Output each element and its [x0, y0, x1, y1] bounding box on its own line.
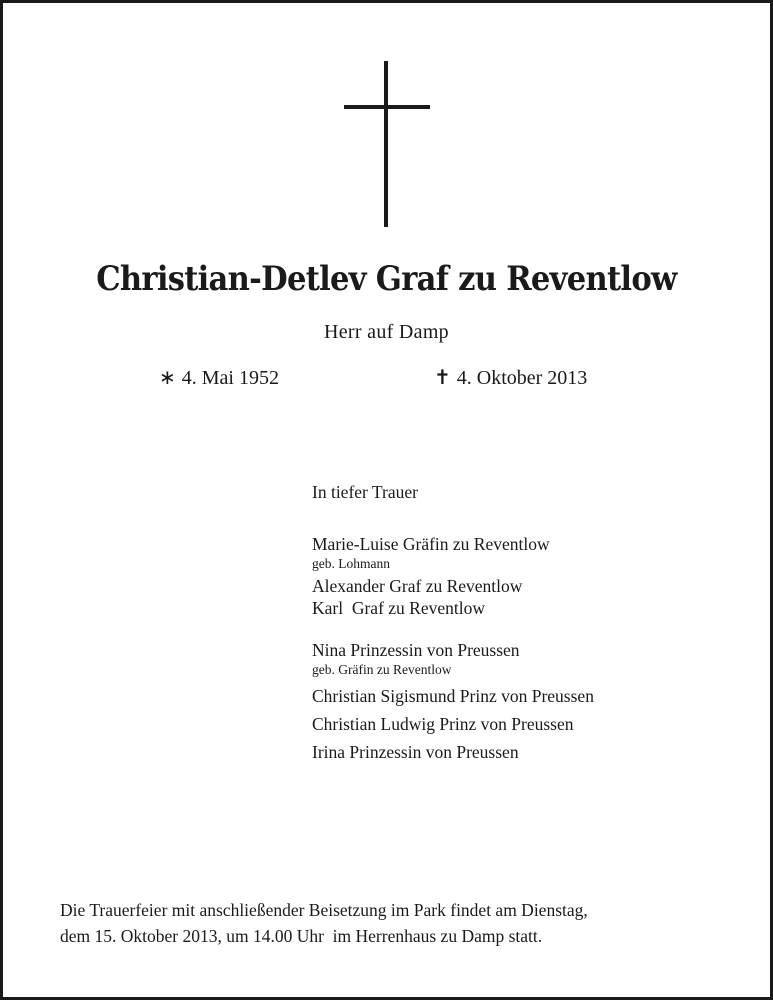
mourner-name: Karl Graf zu Reventlow: [312, 598, 485, 618]
funeral-service-info: [60, 897, 740, 949]
mourner-name: Irina Prinzessin von Preussen: [312, 742, 519, 762]
deceased-name: Christian-Detlev Graf zu Reventlow: [96, 259, 677, 299]
mourner-group: [312, 639, 594, 763]
death-date: [434, 365, 587, 390]
mourners-list: [312, 481, 594, 775]
cross-icon: [344, 61, 430, 227]
birth-date: [159, 365, 279, 390]
death-date-text: 4. Oktober 2013: [456, 367, 588, 389]
mourner-name: Nina Prinzessin von Preussen: [312, 640, 520, 660]
death-cross-icon: ✝: [434, 367, 451, 389]
service-line: dem 15. Oktober 2013, um 14.00 Uhr im Herrenhaus zu Damp statt.: [60, 926, 543, 946]
mourner-name: Christian Ludwig Prinz von Preussen: [312, 714, 574, 734]
mourner-note: geb. Lohmann: [312, 556, 390, 571]
mourner-note: geb. Gräfin zu Reventlow: [312, 662, 452, 677]
mourning-intro: In tiefer Trauer: [312, 482, 418, 502]
service-line: Die Trauerfeier mit anschließender Beisetzung im Park findet am Dienstag,: [60, 900, 588, 920]
mourner-name: Alexander Graf zu Reventlow: [312, 576, 523, 596]
birth-date-text: 4. Mai 1952: [181, 367, 279, 389]
birth-star-icon: ∗: [159, 367, 176, 389]
mourner-name: Marie-Luise Gräfin zu Reventlow: [312, 534, 550, 554]
deceased-title: Herr auf Damp: [324, 321, 449, 343]
mourner-group: [312, 533, 594, 619]
mourner-name: Christian Sigismund Prinz von Preussen: [312, 686, 594, 706]
